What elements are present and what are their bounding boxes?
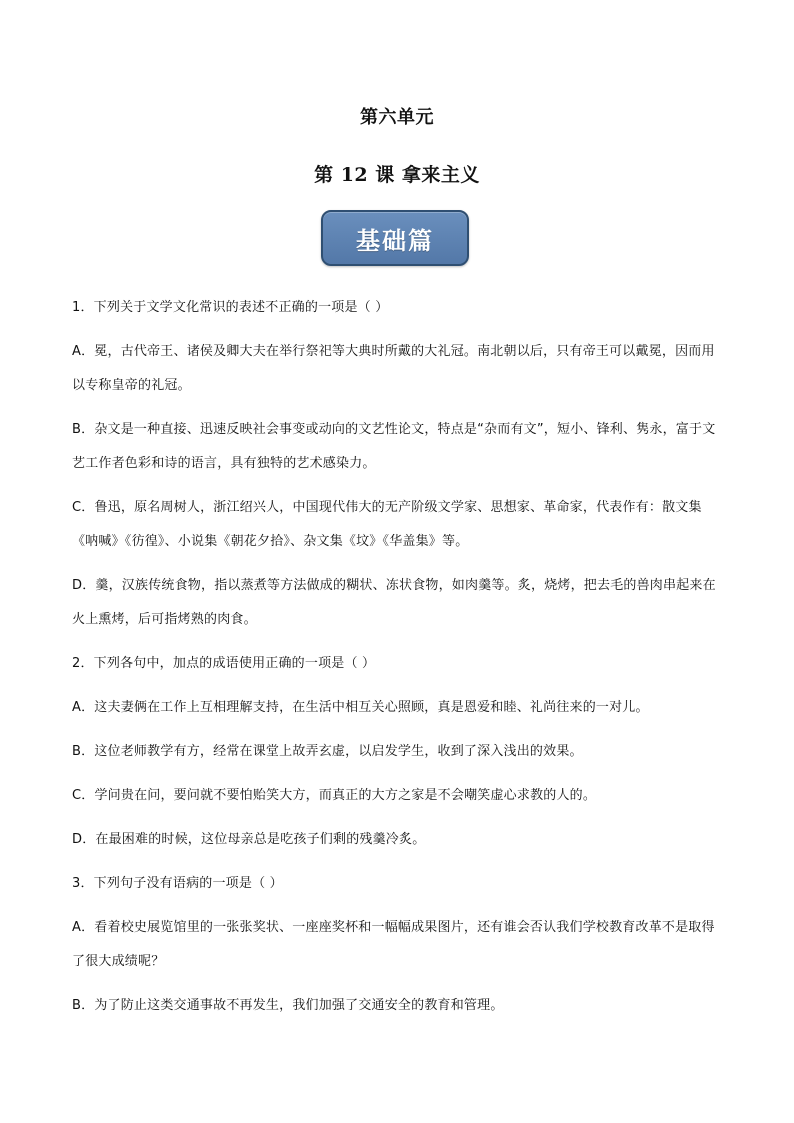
question-1-stem: 1．下列关于文学文化常识的表述不正确的一项是（ ） — [72, 300, 389, 315]
question-2-option-d: D．在最困难的时候，这位母亲总是吃孩子们剩的残羹冷炙。 — [72, 832, 426, 847]
level-badge — [321, 210, 469, 266]
question-2-option-c: C．学问贵在问，要问就不要怕贻笑大方，而真正的大方之家是不会嘲笑虚心求教的人的。 — [72, 788, 597, 803]
lesson-title: 第 12 课 拿来主义 — [314, 164, 480, 186]
level-badge-label: 基础篇 — [356, 225, 434, 255]
questions-section — [72, 291, 724, 1023]
question-2-option-a: A．这夫妻俩在工作上互相理解支持，在生活中相互关心照顾，真是恩爱和睦、礼尚往来的一对儿。 — [72, 700, 649, 715]
question-2-option-b: B．这位老师教学有方，经常在课堂上故弄玄虚，以启发学生，收到了深入浅出的效果。 — [72, 744, 583, 759]
question-3-option-b: B．为了防止这类交通事故不再发生，我们加强了交通安全的教育和管理。 — [72, 998, 504, 1013]
question-1-option-a: A．冕，古代帝王、诸侯及卿大夫在举行祭祀等大典时所戴的大礼冠。南北朝以后，只有帝王可以戴冕，因而用以专称皇帝的礼冠。 — [72, 344, 715, 393]
question-3-stem: 3．下列句子没有语病的一项是（ ） — [72, 876, 283, 891]
unit-title: 第六单元 — [360, 107, 434, 128]
question-3-option-a: A．看着校史展览馆里的一张张奖状、一座座奖杯和一幅幅成果图片，还有谁会否认我们学校教育改革不是取得了很大成绩呢？ — [72, 920, 715, 969]
question-2-stem: 2．下列各句中，加点的成语使用正确的一项是（ ） — [72, 656, 376, 671]
question-1-option-c: C．鲁迅，原名周树人，浙江绍兴人，中国现代伟大的无产阶级文学家、思想家、革命家，代表作有：散文集《呐喊》《彷徨》、小说集《朝花夕拾》、杂文集《坟》《华盖集》等。 — [72, 500, 702, 549]
question-1-option-b: B．杂文是一种直接、迅速反映社会事变或动向的文艺性论文，特点是“杂而有文”，短小、锋利、隽永，富于文艺工作者色彩和诗的语言，具有独特的艺术感染力。 — [72, 422, 716, 471]
question-1-option-d: D．羹，汉族传统食物，指以蒸煮等方法做成的糊状、冻状食物，如肉羹等。炙，烧烤，把去毛的兽肉串起来在火上熏烤，后可指烤熟的肉食。 — [72, 578, 716, 627]
